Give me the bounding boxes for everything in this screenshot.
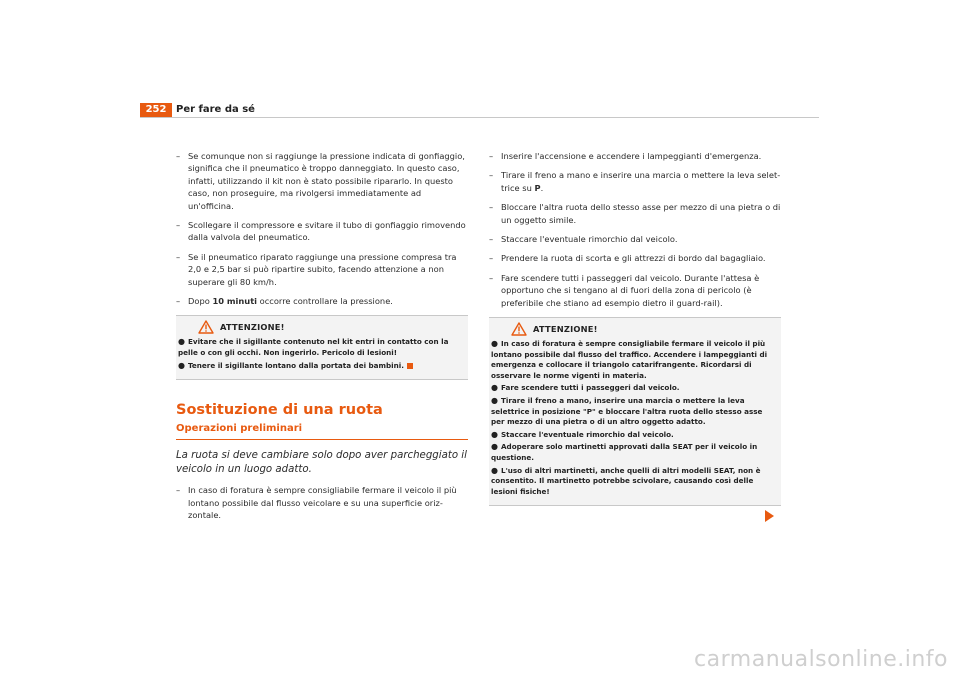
warning-item-text: In caso di foratura è sempre consigliabile fermare il veicolo il più lontano possibile dal flusso del traffico. Accendere i lampeggianti di emergenza e collocare il triangolo catarifrangente. Ricordarsi di osservare le norme vigenti in materia. (491, 339, 768, 380)
warning-triangle-icon (511, 322, 527, 336)
step-text: In caso di foratura è sempre consigliabile fermare il veicolo il più lontano possibile dal flusso veicolare e su una superficie orizzontale. (188, 485, 457, 521)
bullet-icon: ● (491, 465, 498, 475)
warning-item (491, 466, 777, 498)
step-prefix: Tirare il freno a mano e inserire una marcia o mettere la leva selettrice su (501, 170, 781, 193)
step-item (489, 252, 781, 264)
step-item (176, 150, 468, 212)
warning-box (176, 315, 468, 380)
right-column (489, 150, 781, 506)
intro-text: La ruota si deve cambiare solo dopo aver parcheggiato il veicolo in un luogo adatto. (176, 450, 467, 475)
warning-item (178, 337, 464, 358)
warning-item (491, 339, 777, 381)
section-title: Sostituzione di una ruota (176, 402, 383, 419)
warning-item (491, 430, 777, 441)
header-divider (140, 117, 819, 118)
warning-body (176, 337, 468, 371)
bullet-icon: ● (491, 396, 498, 406)
left-column (176, 150, 468, 528)
step-text: Bloccare l'altra ruota dello stesso asse per mezzo di una pietra o di un oggetto simile. (501, 202, 781, 225)
step-suffix: occorre controllare la pressione. (257, 296, 393, 307)
step-text (188, 295, 468, 307)
step-text: Staccare l'eventuale rimorchio dal veicolo. (501, 234, 678, 245)
step-dash: – (489, 170, 494, 181)
bullet-icon: ● (491, 383, 498, 393)
bullet-icon: ● (491, 442, 498, 452)
warning-item-text: Adoperare solo martinetti approvati dalla SEAT per il veicolo in questione. (491, 442, 758, 462)
warning-item-text: Tirare il freno a mano, inserire una marcia o mettere la leva selettrice in posizione "P" e bloccare l'altra ruota dello stesso asse per mezzo di una pietra o di un altro oggetto adatto. (491, 396, 763, 427)
warning-item-text: Staccare l'eventuale rimorchio dal veicolo. (500, 429, 674, 439)
step-suffix: . (540, 182, 544, 193)
step-item (176, 484, 468, 521)
running-title: Per fare da sé (176, 104, 255, 115)
step-dash: – (176, 485, 181, 496)
step-text: Fare scendere tutti i passeggeri dal veicolo. Durante l'attesa è opportuno che si tengano al di fuori della zona di pericolo (è preferibile che stiano ad esempio dietro il guard-rail). (501, 272, 760, 308)
step-dash: – (489, 253, 494, 264)
watermark: carmanualsonline.info (694, 647, 948, 672)
step-item (489, 272, 781, 309)
step-text (501, 169, 781, 194)
bullet-icon: ● (178, 360, 185, 370)
step-prefix: Dopo (188, 296, 213, 307)
warning-title: ATTENZIONE! (220, 322, 285, 333)
step-dash: – (489, 272, 494, 283)
bullet-icon: ● (491, 429, 498, 439)
warning-item-text: Tenere il sigillante lontano dalla portata dei bambini. (187, 360, 404, 370)
step-text: Scollegare il compressore e svitare il tubo di gonfiaggio rimovendo dalla valvola del pneumatico. (188, 220, 466, 243)
warning-body (489, 339, 781, 497)
step-bold: 10 minuti (212, 296, 258, 307)
bullet-icon: ● (491, 339, 498, 349)
step-text: Se comunque non si raggiunge la pressione indicata di gonfiaggio, significa che il pneumatico è troppo danneggiato. In questo caso, infatti, utilizzando il kit non è stato possibile ripararlo. In questo caso, non proseguire, ma rivolgersi immediatamente ad un'officina. (188, 151, 465, 211)
step-dash: – (176, 251, 181, 262)
warning-item (491, 396, 777, 428)
warning-item-text: Fare scendere tutti i passeggeri dal veicolo. (500, 383, 680, 393)
step-dash: – (176, 296, 181, 307)
warning-item-text: Evitare che il sigillante contenuto nel kit entri in contatto con la pelle o con gli occhi. Non ingerirlo. Pericolo di lesioni! (178, 337, 449, 358)
step-dash: – (489, 202, 494, 213)
warning-item (491, 442, 777, 463)
warning-item (491, 383, 777, 394)
step-item (489, 201, 781, 226)
step-dash: – (489, 151, 494, 161)
step-text: Prendere la ruota di scorta e gli attrezzi di bordo dal bagagliaio. (501, 253, 766, 264)
warning-triangle-icon (198, 320, 214, 334)
step-item (489, 233, 781, 245)
step-text: Se il pneumatico riparato raggiunge una pressione compresa tra 2,0 e 2,5 bar si può ripartire subito, facendo attenzione a non superare gli 80 km/h. (188, 251, 457, 287)
step-dash: – (176, 151, 181, 161)
step-item (176, 295, 468, 307)
warning-box (489, 317, 781, 506)
bullet-icon: ● (178, 337, 185, 347)
step-item (176, 251, 468, 288)
continue-arrow-icon[interactable] (764, 510, 774, 522)
warning-item-text: L'uso di altri martinetti, anche quelli di altri modelli SEAT, non è consentito. Il martinetto potrebbe scivolare, causando così delle lesioni fisiche! (491, 465, 761, 496)
step-item (176, 219, 468, 244)
end-square-icon (407, 363, 413, 369)
step-bold: P (534, 182, 541, 193)
step-item (489, 150, 781, 162)
step-text: Inserire l'accensione e accendere i lampeggianti d'emergenza. (501, 151, 762, 161)
warning-item (178, 361, 464, 372)
warning-header (176, 316, 468, 337)
warning-title: ATTENZIONE! (533, 323, 598, 334)
subsection-title: Operazioni preliminari (176, 423, 468, 440)
warning-header (489, 318, 781, 339)
step-dash: – (489, 234, 494, 245)
page-number: 252 (140, 103, 172, 117)
step-dash: – (176, 220, 181, 231)
step-item (489, 169, 781, 194)
